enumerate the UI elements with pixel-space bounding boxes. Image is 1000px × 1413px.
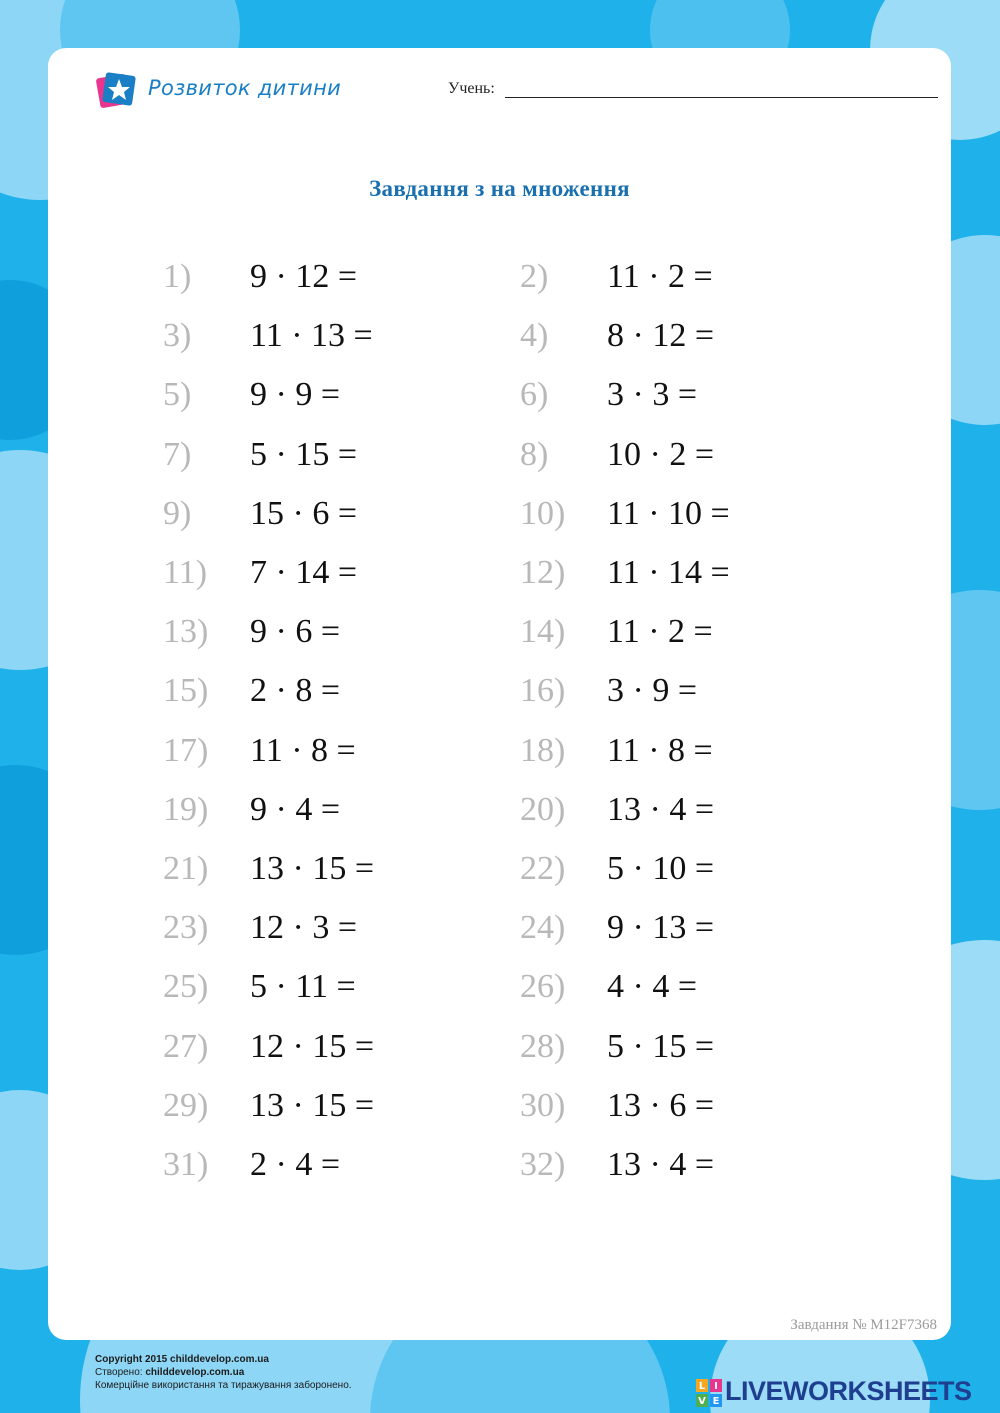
problem-expression: 11 · 13 = <box>250 317 373 355</box>
problem-item <box>163 613 523 663</box>
problem-expression: 5 · 11 = <box>250 968 356 1006</box>
problem-number: 17) <box>163 731 209 769</box>
problem-expression: 12 · 15 = <box>250 1027 374 1065</box>
problem-item <box>520 554 880 604</box>
problem-number: 11) <box>163 554 208 591</box>
problem-number: 2) <box>520 258 549 295</box>
live-letter: E <box>712 1396 720 1407</box>
logo <box>94 70 344 114</box>
problem-number: 5) <box>163 376 192 414</box>
problem-expression: 13 · 4 = <box>607 1146 714 1183</box>
problem-item <box>163 436 523 486</box>
problem-expression: 13 · 4 = <box>607 790 714 828</box>
problem-expression: 3 · 9 = <box>607 672 697 710</box>
problem-number: 9) <box>163 494 192 532</box>
problem-number: 20) <box>520 790 566 828</box>
live-blocks-icon <box>695 1378 723 1408</box>
problem-expression: 12 · 3 = <box>250 909 357 947</box>
problem-number: 14) <box>520 613 566 651</box>
liveworksheets-logo[interactable] <box>695 1376 995 1410</box>
usage-notice: Комерційне використання та тиражування заборонено. <box>95 1380 352 1391</box>
problem-expression: 9 · 12 = <box>250 258 357 295</box>
problem-expression: 2 · 8 = <box>250 672 340 710</box>
problem-expression: 13 · 15 = <box>250 850 374 887</box>
problem-item <box>520 672 880 722</box>
problem-number: 16) <box>520 672 566 710</box>
problem-number: 10) <box>520 494 566 532</box>
logo-text: Розвиток дитини <box>148 76 342 100</box>
problem-number: 19) <box>163 790 209 828</box>
problem-expression: 15 · 6 = <box>250 494 357 532</box>
problem-expression: 11 · 2 = <box>607 613 713 651</box>
problem-item <box>520 376 880 426</box>
problem-number: 26) <box>520 968 566 1006</box>
problem-item <box>520 1028 880 1078</box>
problem-expression: 11 · 10 = <box>607 494 730 532</box>
problem-expression: 5 · 15 = <box>250 435 357 473</box>
problem-expression: 11 · 8 = <box>607 731 713 769</box>
problem-item <box>520 1146 880 1196</box>
problem-number: 27) <box>163 1027 209 1065</box>
problem-expression: 13 · 6 = <box>607 1086 714 1124</box>
problem-number: 32) <box>520 1146 566 1183</box>
problem-item <box>163 968 523 1018</box>
problem-number: 31) <box>163 1146 209 1183</box>
problem-number: 6) <box>520 376 549 414</box>
problem-item <box>163 258 523 308</box>
problem-item <box>163 1146 523 1196</box>
problem-expression: 10 · 2 = <box>607 435 714 473</box>
problem-expression: 11 · 8 = <box>250 731 356 769</box>
problem-item <box>163 732 523 782</box>
problem-item <box>520 495 880 545</box>
problem-item <box>163 495 523 545</box>
problem-number: 7) <box>163 435 192 473</box>
problem-expression: 5 · 10 = <box>607 850 714 887</box>
problem-number: 15) <box>163 672 209 710</box>
live-letter: L <box>698 1381 706 1392</box>
problem-item <box>520 732 880 782</box>
task-code: Завдання № M12F7368 <box>790 1317 937 1333</box>
problem-item <box>520 1087 880 1137</box>
problem-expression: 9 · 4 = <box>250 790 340 828</box>
created-site: childdevelop.com.ua <box>145 1367 245 1378</box>
problem-item <box>520 436 880 486</box>
problem-expression: 3 · 3 = <box>607 376 697 414</box>
logo-star-icon <box>94 70 138 114</box>
problem-number: 18) <box>520 731 566 769</box>
problem-number: 12) <box>520 554 566 591</box>
live-letter: V <box>698 1396 706 1407</box>
problem-item <box>163 554 523 604</box>
problem-number: 4) <box>520 317 549 355</box>
problem-number: 8) <box>520 435 549 473</box>
worksheet-title: Завдання з на множення <box>369 176 630 201</box>
problem-item <box>520 317 880 367</box>
problem-number: 1) <box>163 258 192 295</box>
problem-number: 3) <box>163 317 192 355</box>
problem-expression: 9 · 6 = <box>250 613 340 651</box>
problem-item <box>163 1087 523 1137</box>
problem-expression: 13 · 15 = <box>250 1086 374 1124</box>
problem-number: 25) <box>163 968 209 1006</box>
problem-number: 24) <box>520 909 566 947</box>
problem-item <box>163 791 523 841</box>
created-label: Створено: <box>95 1367 143 1378</box>
problem-item <box>163 672 523 722</box>
problem-expression: 9 · 13 = <box>607 909 714 947</box>
problem-expression: 2 · 4 = <box>250 1146 340 1183</box>
problem-number: 28) <box>520 1027 566 1065</box>
live-letter: I <box>714 1381 718 1392</box>
problem-item <box>520 909 880 959</box>
problem-item <box>163 317 523 367</box>
problem-number: 23) <box>163 909 209 947</box>
student-name-line[interactable] <box>505 97 938 98</box>
problem-item <box>163 909 523 959</box>
copyright-line: Copyright 2015 childdevelop.com.ua <box>95 1354 269 1365</box>
problem-expression: 9 · 9 = <box>250 376 340 414</box>
student-label: Учень: <box>448 80 495 97</box>
student-name-field[interactable] <box>448 80 938 102</box>
problem-expression: 5 · 15 = <box>607 1027 714 1065</box>
problem-number: 22) <box>520 850 566 887</box>
problem-item <box>520 791 880 841</box>
problem-expression: 7 · 14 = <box>250 554 357 591</box>
problem-item <box>163 1028 523 1078</box>
problem-number: 30) <box>520 1086 566 1124</box>
problem-expression: 4 · 4 = <box>607 968 697 1006</box>
worksheet-page <box>48 48 951 1340</box>
problem-expression: 11 · 2 = <box>607 258 713 295</box>
copyright-block <box>95 1353 352 1392</box>
problem-item <box>520 968 880 1018</box>
problem-item <box>520 258 880 308</box>
problem-expression: 11 · 14 = <box>607 554 730 591</box>
problem-item <box>520 850 880 900</box>
problem-number: 29) <box>163 1086 209 1124</box>
liveworksheets-text: LIVEWORKSHEETS <box>725 1376 972 1406</box>
problem-item <box>520 613 880 663</box>
problem-item <box>163 850 523 900</box>
problem-expression: 8 · 12 = <box>607 317 714 355</box>
problem-number: 21) <box>163 850 209 887</box>
problem-number: 13) <box>163 613 209 651</box>
problem-item <box>163 376 523 426</box>
